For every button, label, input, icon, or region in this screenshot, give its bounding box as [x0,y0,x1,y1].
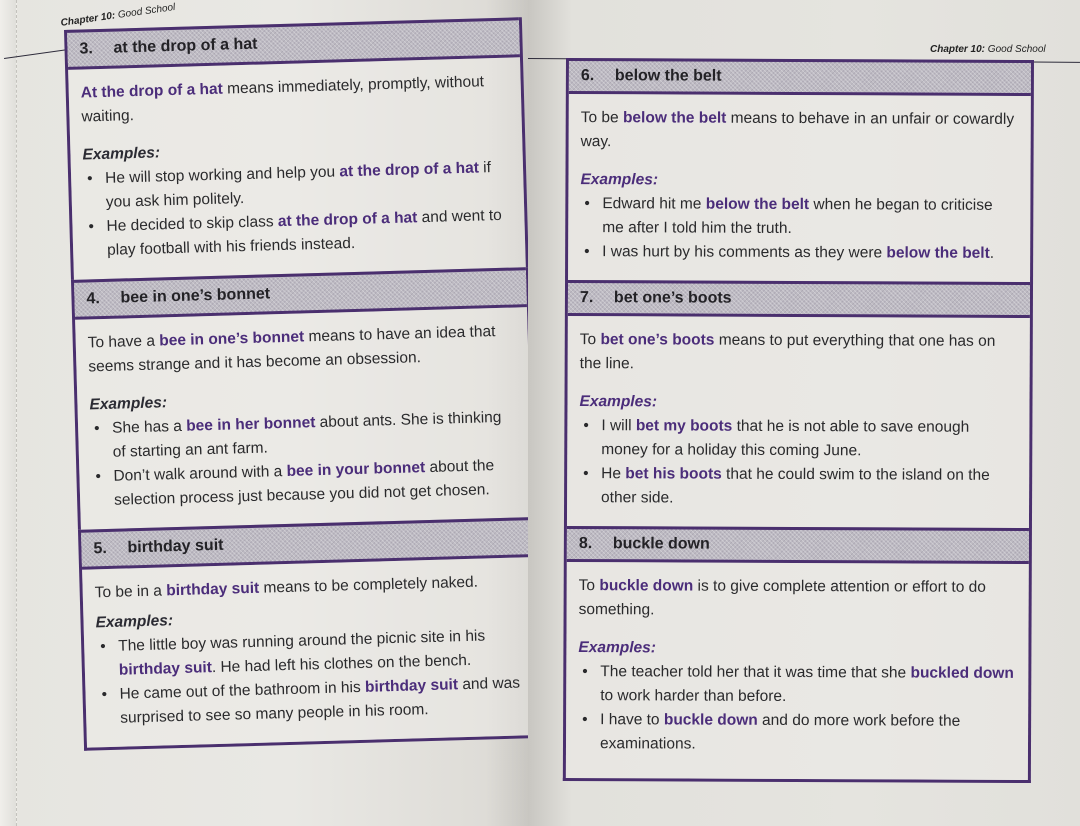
text: to work harder than before. [600,687,787,705]
text: She has a [111,417,187,437]
chapter-label: Chapter 10: [60,10,117,29]
idiom-entry [78,517,542,751]
definition [94,569,521,605]
definition [581,106,1017,156]
example-item [596,192,1016,242]
running-head-right [930,44,1046,55]
keyword: bet one’s boots [600,331,715,349]
keyword: buckle down [599,577,694,595]
running-head-left [60,2,176,29]
idiom-entry [64,17,529,280]
text: Don’t walk around with a [113,462,287,485]
text: is to give complete attention or effort to do something. [578,577,986,619]
examples-list [83,156,512,264]
examples-label: Examples: [89,394,168,414]
examples-list [579,414,1015,512]
text: I have to [600,711,664,729]
example-item [595,462,1015,512]
entry-body [82,557,539,748]
entry-body [566,562,1029,780]
chapter-label: Chapter 10: [930,44,986,55]
definition [580,328,1016,378]
text: To be [580,109,624,127]
examples-label: Examples: [579,393,658,411]
examples-label: Examples: [82,144,161,164]
entry-number: 3. [79,40,94,58]
entry-body [568,94,1031,282]
example-item [100,204,511,263]
text: . He had left his clothes on the bench. [211,651,472,677]
text: I will [601,417,636,435]
entry-title: at the drop of a hat [113,35,258,57]
examples-list [580,192,1016,266]
text: He decided to skip class [106,213,279,235]
text: . [989,244,995,262]
entry-title: buckle down [612,535,710,553]
right-entries [563,58,1034,783]
keyword: birthday suit [364,676,459,696]
text: that he is not able to save enough money for a holiday this coming June. [601,417,970,460]
chapter-title: Good School [987,44,1046,55]
text: means to behave in an unfair or cowardly way. [580,109,1015,151]
example-item [594,708,1014,758]
idiom-entry [563,526,1032,783]
example-item [113,671,524,730]
examples-list [96,623,525,731]
keyword: below the belt [622,109,727,127]
keyword: At the drop of a hat [80,80,224,102]
example-item [596,240,1016,266]
text: To have a [87,332,160,352]
chapter-title: Good School [117,1,177,21]
keyword: bee in her bonnet [185,414,316,435]
text: To be in a [94,582,167,602]
examples-list [578,660,1014,758]
keyword: birthday suit [165,579,260,600]
text: He came out of the bathroom in his [119,678,366,703]
text: and do more work before the examinations. [599,711,961,753]
text: The teacher told her that it was time that she [600,663,911,682]
definition [87,320,514,380]
entry-number: 5. [93,540,108,558]
text: and was surprised to see so many people in his room. [120,674,521,727]
text: Edward hit me [602,195,706,213]
text: To [579,331,601,349]
keyword: bee in your bonnet [286,459,426,480]
examples-label: Examples: [578,639,657,657]
keyword: bet my boots [635,417,733,435]
text: He [601,465,626,483]
text: when he began to criticise me after I told him the truth. [602,196,993,237]
left-page [0,0,529,826]
entry-title: birthday suit [127,536,224,557]
example-item [594,660,1014,710]
keyword: at the drop of a hat [339,159,480,181]
examples-list [90,406,519,514]
entry-title: below the belt [614,67,722,85]
examples-label: Examples: [95,612,174,632]
keyword: bet his boots [625,465,722,483]
idiom-entry [565,58,1034,282]
text: He will stop working and help you [104,163,340,187]
entry-header [569,58,1031,96]
entry-body [567,316,1030,528]
keyword: below the belt [705,195,810,214]
entry-number: 6. [580,67,595,85]
keyword: bee in one’s bonnet [159,328,305,350]
keyword: buckled down [910,664,1014,682]
keyword: below the belt [886,244,990,262]
entry-header [568,280,1030,318]
text: and went to play football with his friends instead. [106,206,502,259]
example-item [107,454,518,513]
keyword: buckle down [663,711,758,729]
definition [579,574,1015,624]
text: means to put everything that one has on the line. [579,331,996,373]
text: about the selection process just because you did not get chosen. [113,457,495,509]
examples-label: Examples: [580,171,659,189]
text: that he could swim to the island on the other side. [601,465,990,507]
entry-body [75,307,533,530]
entry-number: 4. [86,290,101,308]
text: means to be completely naked. [258,573,479,597]
keyword: birthday suit [118,659,213,679]
text: The little boy was running around the picnic site in his [117,627,486,655]
entry-number: 7. [579,289,594,307]
text: I was hurt by his comments as they were [602,243,887,262]
entry-header [567,526,1029,564]
entry-body [68,57,526,280]
left-entries [64,17,542,751]
text: about ants. She is thinking of starting an ant farm. [112,408,502,461]
example-item [595,414,1015,464]
entry-number: 8. [578,535,593,553]
text: means to have an idea that seems strange and it has become an obsession. [88,323,496,376]
text: To [578,577,600,595]
entry-title: bet one’s boots [613,289,732,307]
entry-title: bee in one’s bonnet [120,285,271,307]
definition [80,70,507,130]
text: means immediately, promptly, without waiting. [81,73,485,126]
page-edge [0,0,17,826]
idiom-entry [71,267,536,530]
idiom-entry [564,280,1033,528]
keyword: at the drop of a hat [277,209,418,231]
text: if you ask him politely. [105,159,492,211]
